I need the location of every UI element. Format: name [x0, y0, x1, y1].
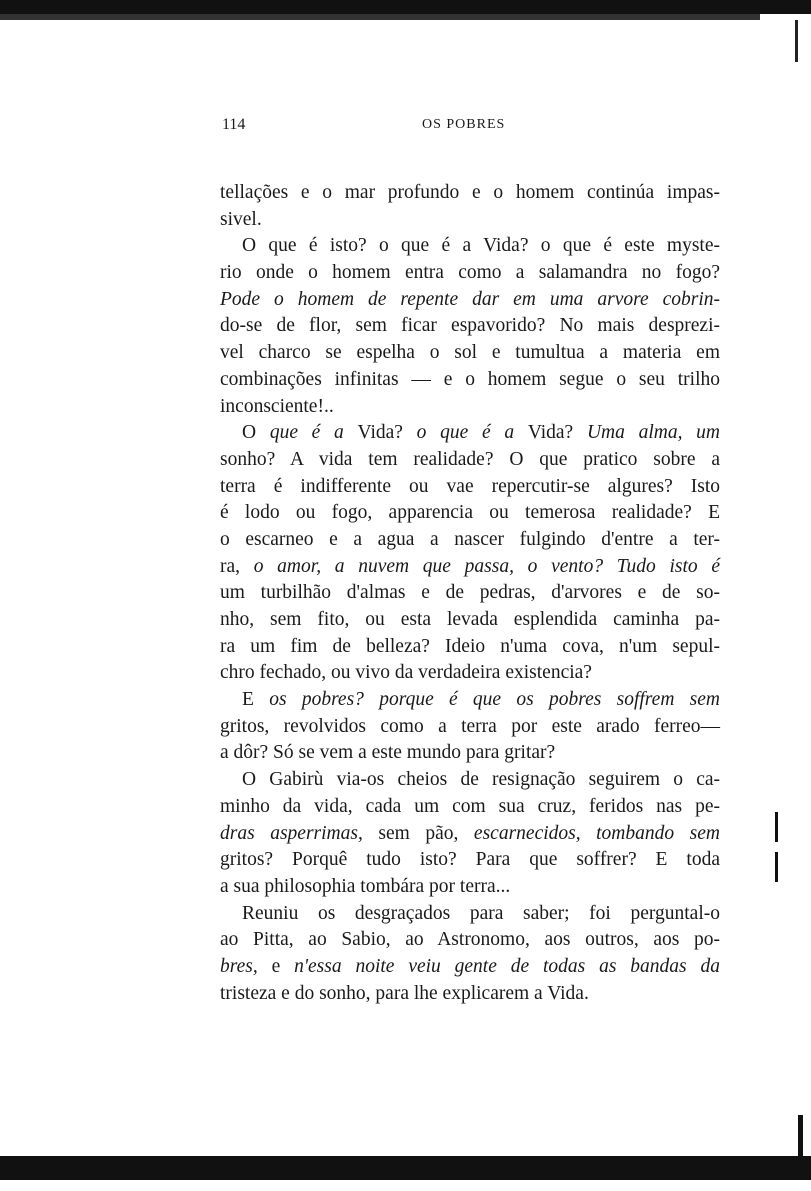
scan-border-top: [0, 0, 811, 14]
text-line: [220, 740, 720, 767]
text-line: [220, 634, 720, 661]
italic-text: o amor, a nuvem que passa, o vento? Tudo isto é: [253, 555, 721, 577]
text-segment: minho da vida, cada um com sua cruz, feridos nas pe-: [220, 795, 720, 817]
text-line: [220, 447, 720, 474]
text-line: [220, 767, 720, 794]
italic-text: n'essa noite veiu gente de todas as bandas da: [294, 955, 720, 977]
text-line: [220, 821, 720, 848]
text-segment: combinações infinitas — e o homem segue o seu trilho: [220, 368, 720, 390]
text-line: [220, 260, 720, 287]
text-segment: sonho? A vida tem realidade? O que pratico sobre a: [220, 448, 720, 470]
text-line: [220, 714, 720, 741]
text-segment: E: [242, 689, 270, 711]
text-segment: gritos, revolvidos como a terra por este arado ferreo—: [220, 715, 720, 737]
italic-text: Uma alma, um: [586, 422, 720, 444]
page-header: [222, 116, 720, 140]
text-segment: tellações e o mar profundo e o homem continúa impas-: [220, 182, 720, 203]
text-line: [220, 527, 720, 554]
text-segment: Vida?: [527, 422, 587, 444]
text-line: [220, 847, 720, 874]
scan-margin-mark: [775, 812, 778, 842]
italic-text: o que é a: [416, 422, 528, 444]
text-line: [220, 954, 720, 981]
text-segment: a sua philosophia tombára por terra...: [220, 875, 511, 897]
scan-border-bottom: [0, 1156, 811, 1180]
text-line: [220, 901, 720, 928]
text-line: [220, 660, 720, 687]
running-title: OS POBRES: [422, 117, 506, 132]
italic-text: bres,: [220, 955, 258, 977]
text-segment: é lodo ou fogo, apparencia ou temerosa realidade? E: [220, 502, 720, 524]
text-line: [220, 207, 720, 234]
text-segment: sivel.: [220, 208, 262, 230]
text-line: [220, 420, 720, 447]
text-line: [220, 500, 720, 527]
scan-margin-mark: [798, 1115, 803, 1157]
italic-text: dras asperrimas,: [220, 822, 363, 844]
text-segment: O Gabirù via-os cheios de resignação seguirem o ca-: [242, 769, 720, 791]
text-line: [220, 394, 720, 421]
text-segment: ra,: [220, 555, 254, 577]
text-line: [220, 367, 720, 394]
text-segment: sem pão,: [362, 822, 474, 844]
text-line: [220, 927, 720, 954]
italic-text: escarnecidos, tombando sem: [473, 822, 720, 844]
text-segment: ao Pitta, ao Sabio, ao Astronomo, aos outros, aos po-: [220, 929, 720, 951]
text-segment: Vida?: [357, 422, 417, 444]
text-segment: inconsciente!..: [220, 395, 334, 417]
text-segment: terra é indifferente ou vae repercutir-se algures? Isto: [220, 475, 720, 497]
italic-text: os pobres? porque é que os pobres soffrem sem: [269, 689, 721, 711]
text-segment: Reuniu os desgraçados para saber; foi perguntal-o: [242, 902, 720, 924]
page-number: 114: [222, 116, 246, 133]
text-segment: um turbilhão d'almas e de pedras, d'arvores e de so-: [220, 582, 720, 604]
scan-border-top-shadow: [0, 14, 760, 20]
text-segment: vel charco se espelha o sol e tumultua a materia em: [220, 342, 720, 364]
text-segment: o escarneo e a agua a nascer fulgindo d'entre a ter-: [220, 528, 720, 550]
text-line: [220, 287, 720, 314]
text-segment: do-se de flor, sem ficar espavorido? No mais desprezi-: [220, 315, 720, 337]
text-segment: rio onde o homem entra como a salamandra no fogo?: [220, 262, 720, 284]
text-segment: chro fechado, ou vivo da verdadeira existencia?: [220, 662, 592, 684]
text-segment: nho, sem fito, ou esta levada esplendida caminha pa-: [220, 609, 720, 630]
text-line: [220, 180, 720, 207]
italic-text: Pode o homem de repente dar em uma arvore cobrin-: [220, 288, 720, 310]
text-segment: O: [242, 422, 270, 444]
text-segment: tristeza e do sonho, para lhe explicarem a Vida.: [220, 982, 589, 1004]
scan-margin-mark: [775, 852, 778, 882]
text-segment: e: [257, 955, 295, 977]
text-line: [220, 233, 720, 260]
text-line: [220, 874, 720, 901]
text-line: [220, 554, 720, 581]
text-line: [220, 794, 720, 821]
text-line: [220, 981, 720, 1008]
text-line: [220, 607, 720, 634]
text-line: [220, 580, 720, 607]
text-segment: ra um fim de belleza? Ideio n'uma cova, n'um sepul-: [220, 635, 720, 657]
italic-text: que é a: [269, 422, 358, 444]
scan-edge-mark: [795, 20, 798, 62]
text-segment: a dôr? Só se vem a este mundo para gritar?: [220, 742, 556, 764]
page-body-text: [220, 180, 720, 1007]
text-line: [220, 687, 720, 714]
text-line: [220, 474, 720, 501]
text-line: [220, 340, 720, 367]
text-segment: O que é isto? o que é a Vida? o que é este myste-: [242, 235, 720, 257]
text-segment: gritos? Porquê tudo isto? Para que soffrer? E toda: [220, 849, 720, 871]
text-line: [220, 313, 720, 340]
